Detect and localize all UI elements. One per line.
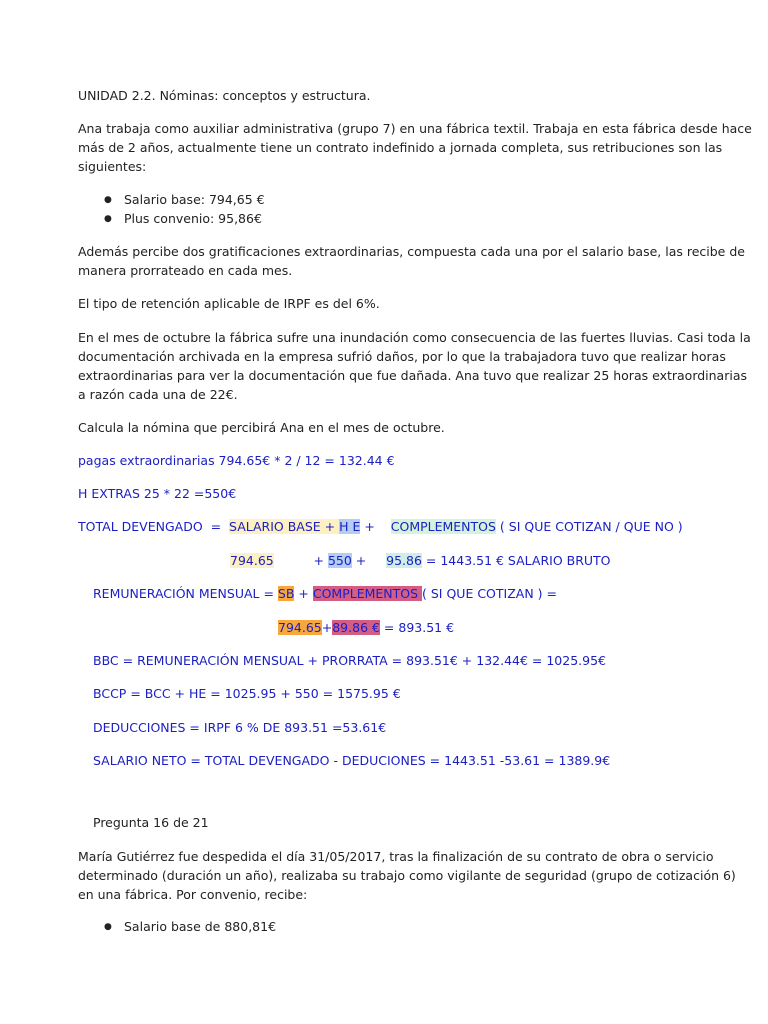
pregunta-label: Pregunta 16 de 21 xyxy=(93,815,209,830)
bullet-dot: ● xyxy=(104,922,112,932)
highlight-sb: SB xyxy=(277,586,295,601)
formula-text: + xyxy=(321,620,333,635)
unit-heading: UNIDAD 2.2. Nóminas: conceptos y estructura. xyxy=(78,88,371,103)
formula-text: + xyxy=(320,519,340,534)
maria-line-3: en una fábrica. Por convenio, recibe: xyxy=(78,887,308,902)
formula-text: = 893.51 € xyxy=(379,620,455,635)
value-complementos: 95.86 xyxy=(386,553,422,568)
value-he: 550 xyxy=(327,553,352,568)
formula-text: + xyxy=(273,553,328,568)
remuneracion-mensual-line xyxy=(93,585,557,603)
formula-text: ( SI QUE COTIZAN ) = xyxy=(422,586,557,601)
formula-text: ( SI QUE COTIZAN / QUE NO ) xyxy=(495,519,683,534)
maria-line-2: determinado (duración un año), realizaba su trabajo como vigilante de seguridad (grupo de cotización 6) xyxy=(78,868,736,883)
calcula-paragraph: Calcula la nómina que percibirá Ana en el mes de octubre. xyxy=(78,420,445,435)
salario-bruto-line xyxy=(230,552,611,570)
intro-line-3: siguientes: xyxy=(78,159,147,174)
remuneracion-valor-line xyxy=(278,619,454,637)
value-sb: 794.65 xyxy=(278,620,322,635)
total-devengado-line xyxy=(78,518,683,536)
gratificaciones-line-2: manera prorrateado en cada mes. xyxy=(78,263,293,278)
highlight-salario-base: SALARIO BASE xyxy=(229,519,321,534)
bccp-line: BCCP = BCC + HE = 1025.95 + 550 = 1575.95 € xyxy=(93,686,401,701)
intro-line-2: más de 2 años, actualmente tiene un contrato indefinido a jornada completa, sus retribuciones son las xyxy=(78,140,723,155)
formula-text: TOTAL DEVENGADO = xyxy=(78,519,230,534)
irpf-paragraph: El tipo de retención aplicable de IRPF es del 6%. xyxy=(78,296,380,311)
highlight-he: H E xyxy=(339,519,361,534)
highlight-complementos: COMPLEMENTOS xyxy=(312,586,423,601)
formula-text: + xyxy=(351,553,387,568)
formula-text: + xyxy=(294,586,313,601)
intro-line-1: Ana trabaja como auxiliar administrativa (grupo 7) en una fábrica textil. Trabaja en esta fábrica desde hace xyxy=(78,121,752,136)
formula-text: REMUNERACIÓN MENSUAL = xyxy=(93,586,278,601)
octubre-line-1: En el mes de octubre la fábrica sufre una inundación como consecuencia de las fuertes lluvias. Casi toda la xyxy=(78,330,751,345)
bullet-dot: ● xyxy=(104,214,112,224)
gratificaciones-line-1: Además percibe dos gratificaciones extraordinarias, compuesta cada una por el salario base, las recibe de xyxy=(78,244,745,259)
bbc-line: BBC = REMUNERACIÓN MENSUAL + PRORRATA = 893.51€ + 132.44€ = 1025.95€ xyxy=(93,653,606,668)
pagas-extra-line: pagas extraordinarias 794.65€ * 2 / 12 = 132.44 € xyxy=(78,453,395,468)
highlight-complementos: COMPLEMENTOS xyxy=(390,519,496,534)
value-complementos: 89.86 € xyxy=(332,620,380,635)
octubre-line-4: a razón cada una de 22€. xyxy=(78,387,238,402)
octubre-line-2: documentación archivada en la empresa sufrió daños, por lo que la trabajadora tuvo que realizar horas xyxy=(78,349,726,364)
formula-text: + xyxy=(360,519,391,534)
formula-text: = 1443.51 € SALARIO BRUTO xyxy=(421,553,611,568)
bullet-dot: ● xyxy=(104,195,112,205)
bullet-salario-base-maria: Salario base de 880,81€ xyxy=(124,919,277,934)
octubre-line-3: extraordinarias para ver la documentación que fue dañada. Ana tuvo que realizar 25 horas extraordinarias xyxy=(78,368,748,383)
bullet-salario-base: Salario base: 794,65 € xyxy=(124,192,265,207)
horas-extras-line: H EXTRAS 25 * 22 =550€ xyxy=(78,486,237,501)
deducciones-line: DEDUCCIONES = IRPF 6 % DE 893.51 =53.61€ xyxy=(93,720,387,735)
value-salario-base: 794.65 xyxy=(230,553,274,568)
bullet-plus-convenio: Plus convenio: 95,86€ xyxy=(124,211,262,226)
salario-neto-line: SALARIO NETO = TOTAL DEVENGADO - DEDUCIONES = 1443.51 -53.61 = 1389.9€ xyxy=(93,753,611,768)
maria-line-1: María Gutiérrez fue despedida el día 31/05/2017, tras la finalización de su contrato de obra o servicio xyxy=(78,849,714,864)
